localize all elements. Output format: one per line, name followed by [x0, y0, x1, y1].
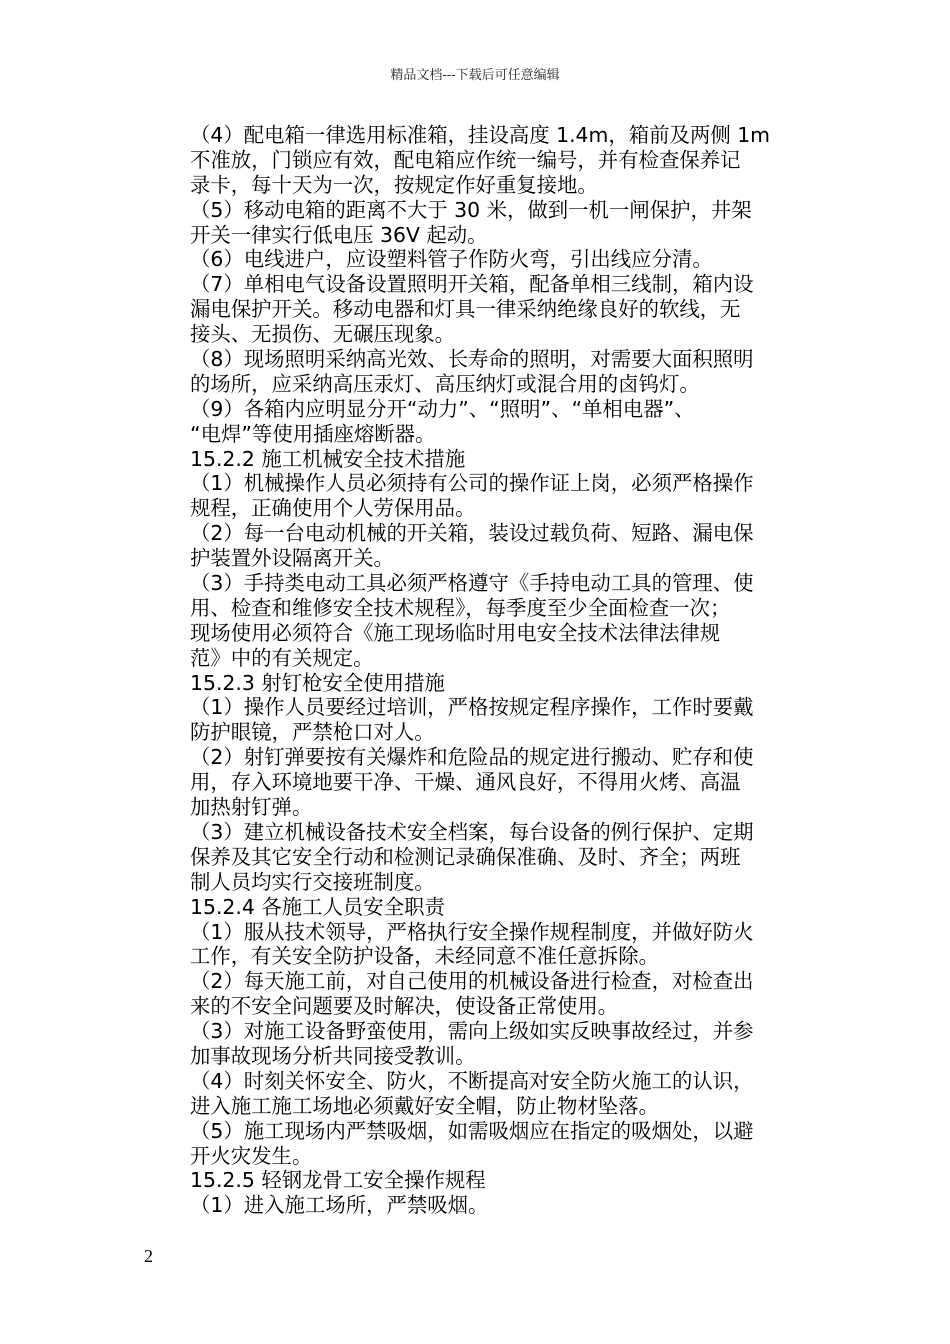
text-line: （2）射钉弹要按有关爆炸和危险品的规定进行搬动、贮存和使	[190, 745, 754, 770]
text-line: 范》中的有关规定。	[190, 645, 374, 670]
text-line: （3）建立机械设备技术安全档案，每台设备的例行保护、定期	[190, 819, 754, 844]
text-line: （3）对施工设备野蛮使用，需向上级如实反映事故经过，并参	[190, 1019, 754, 1044]
text-line: （4）配电箱一律选用标准箱，挂设高度 1.4m，箱前及两侧 1m	[190, 123, 771, 147]
text-line: 漏电保护开关。移动电器和灯具一律采纳绝缘良好的软线，无	[190, 297, 741, 322]
text-line: 工作，有关安全防护设备，未经同意不准任意拆除。	[190, 944, 659, 969]
text-line: “电焊”等使用插座熔断器。	[190, 421, 436, 446]
text-line: 护装置外设隔离开关。	[190, 546, 394, 571]
text-line: （5）施工现场内严禁吸烟，如需吸烟应在指定的吸烟处，以避	[190, 1118, 754, 1143]
text-line: （9）各箱内应明显分开“动力”、“照明”、“单相电器”、	[190, 396, 695, 421]
text-line: （7）单相电气设备设置照明开关箱，配备单相三线制，箱内设	[190, 272, 754, 297]
text-line: 开火灾发生。	[190, 1143, 313, 1168]
text-line: （8）现场照明采纳高光效、长寿命的照明，对需要大面积照明	[190, 347, 754, 372]
text-line: 保养及其它安全行动和检测记录确保准确、及时、齐全；两班	[190, 844, 741, 869]
text-line: （1）服从技术领导，严格执行安全操作规程制度，并做好防火	[190, 919, 754, 944]
text-line: 录卡，每十天为一次，按规定作好重复接地。	[190, 172, 598, 197]
text-line: 防护眼镜，严禁枪口对人。	[190, 720, 435, 745]
text-line: 不准放，门锁应有效，配电箱应作统一编号，并有检查保养记	[190, 147, 741, 172]
text-line: 15.2.2 施工机械安全技术措施	[190, 446, 466, 471]
text-line: （3）手持类电动工具必须严格遵守《手持电动工具的管理、使	[190, 571, 754, 596]
text-line: 制人员均实行交接班制度。	[190, 869, 435, 894]
text-line: （1）进入施工场所，严禁吸烟。	[190, 1193, 489, 1218]
text-line: 规程，正确使用个人劳保用品。	[190, 496, 476, 521]
text-line: （6）电线进户，应设塑料管子作防火弯，引出线应分清。	[190, 247, 713, 272]
text-line: 加事故现场分析共同接受教训。	[190, 1043, 476, 1068]
text-line: 15.2.3 射钉枪安全使用措施	[190, 670, 445, 695]
text-line: 接头、无损伤、无碾压现象。	[190, 322, 456, 347]
page-number: 2	[144, 1246, 153, 1266]
text-line: 15.2.4 各施工人员安全职责	[190, 894, 445, 919]
text-line: 加热射钉弹。	[190, 795, 313, 820]
text-line: 用，存入环境地要干净、干燥、通风良好，不得用火烤、高温	[190, 770, 741, 795]
text-line: 的场所，应采纳高压汞灯、高压纳灯或混合用的卤钨灯。	[190, 371, 700, 396]
text-line: 进入施工施工场地必须戴好安全帽，防止物材坠落。	[190, 1093, 659, 1118]
page-header: 精品文档---下载后可任意编辑	[390, 68, 560, 83]
text-line: （1）操作人员要经过培训，严格按规定程序操作，工作时要戴	[190, 695, 754, 720]
text-line: （2）每天施工前，对自己使用的机械设备进行检查，对检查出	[190, 969, 754, 994]
text-line: （4）时刻关怀安全、防火，不断提高对安全防火施工的认识，	[190, 1068, 754, 1093]
text-line: （2）每一台电动机械的开关箱，装设过载负荷、短路、漏电保	[190, 521, 754, 546]
text-line: 用、检查和维修安全技术规程》，每季度至少全面检查一次；	[190, 595, 731, 620]
text-line: （5）移动电箱的距离不大于 30 米，做到一机一闸保护，井架	[190, 197, 752, 222]
text-line: 来的不安全问题要及时解决，使设备正常使用。	[190, 994, 619, 1019]
body-text	[190, 123, 810, 1218]
text-line: 开关一律实行低电压 36V 起动。	[190, 222, 488, 247]
text-line: （1）机械操作人员必须持有公司的操作证上岗，必须严格操作	[190, 471, 754, 496]
text-line: 现场使用必须符合《施工现场临时用电安全技术法律法律规	[190, 620, 721, 645]
text-line: 15.2.5 轻钢龙骨工安全操作规程	[190, 1168, 486, 1193]
